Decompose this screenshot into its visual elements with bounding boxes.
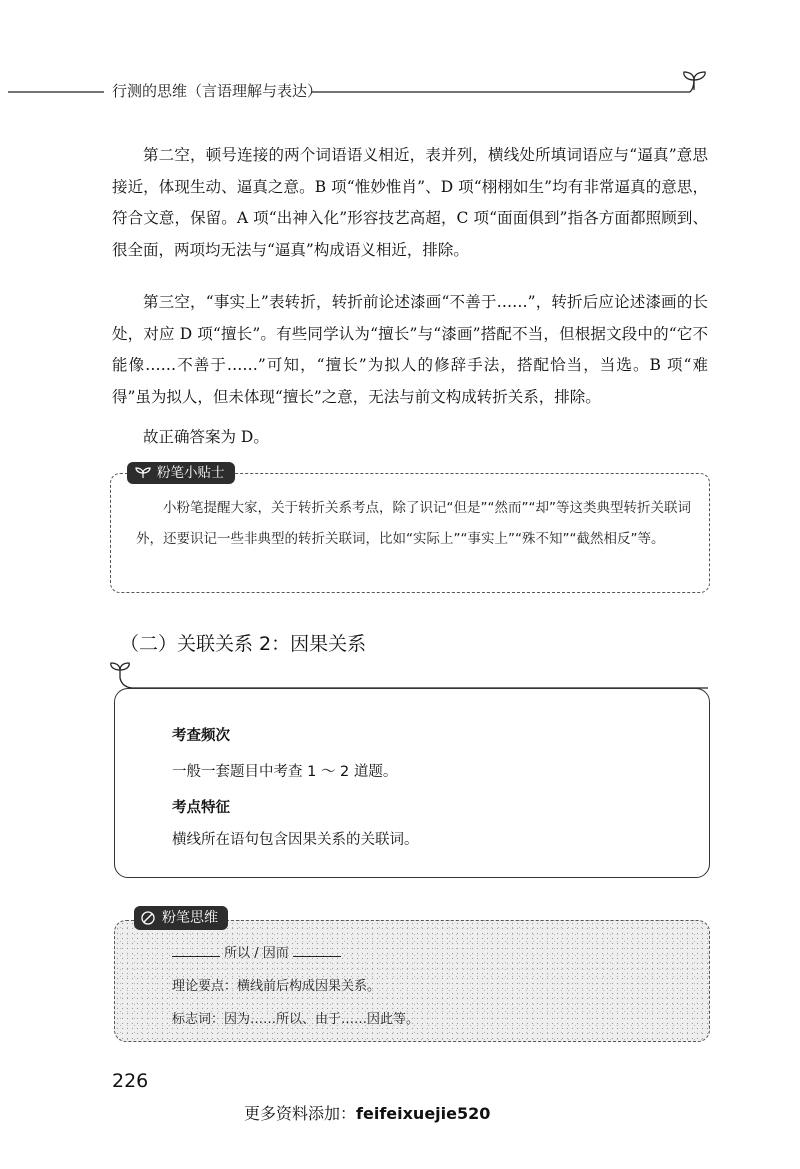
frequency-text: 一般一套题目中考查 1 ～ 2 道题。 [172, 764, 398, 780]
thinking-icon [140, 910, 156, 926]
sprout-icon [680, 70, 712, 92]
tip-text: 小粉笔提醒大家，关于转折关系考点，除了识记“但是”“然而”“却”等这类典型转折关联词外，还要识记一些非典型的转折关联词，比如“实际上”“事实上”“殊不知”“截然相反”等。 [136, 500, 691, 547]
paragraph-third-blank: 第三空，“事实上”表转折，转折前论述漆画“不善于……”，转折后应论述漆画的长处，对应 D 项“擅长”。有些同学认为“擅长”与“漆画”搭配不当，但根据文段中的“它不能像……不善于……”可知，“擅长”为拟人的修辞手法，搭配恰当，当选。B 项“难得”虽为拟人，但未体现“擅长”之意，无法与前文构成转折关系，排除。 [112, 293, 708, 406]
sprout-icon [135, 467, 151, 479]
cause-effect-formula [172, 942, 341, 961]
page-number: 226 [112, 1070, 149, 1092]
tip-badge [127, 462, 235, 484]
header-title: 行测的思维（言语理解与表达） [112, 82, 323, 100]
marker-words: 标志词：因为……所以、由于……因此等。 [172, 1012, 420, 1027]
blank-line [293, 944, 341, 957]
info-box [114, 688, 710, 878]
theory-point: 理论要点：横线前后构成因果关系。 [172, 979, 381, 994]
paragraph-second-blank: 第二空，顿号连接的两个词语语义相近，表并列，横线处所填词语应与“逼真”意思接近，体现生动、逼真之意。B 项“惟妙惟肖”、D 项“栩栩如生”均有非常逼真的意思，符合文意，保留。A 项“出神入化”形容技艺高超，C 项“面面俱到”指各方面都照顾到、很全面，两项均无法与“逼真”构成语义相近，排除。 [112, 146, 708, 259]
feature-text: 横线所在语句包含因果关系的关联词。 [172, 832, 419, 848]
thinking-badge-label: 粉笔思维 [162, 910, 218, 926]
thinking-badge [134, 906, 228, 930]
running-header [0, 70, 800, 110]
footer-note-prefix: 更多资料添加： [244, 1104, 357, 1123]
footer-note [244, 1101, 490, 1124]
feature-label: 考点特征 [172, 800, 230, 816]
blank-line [172, 944, 220, 957]
tip-badge-label: 粉笔小贴士 [157, 465, 225, 481]
formula-connector: 所以 / 因而 [224, 946, 289, 961]
paragraph-answer: 故正确答案为 D。 [143, 428, 269, 446]
frequency-label: 考查频次 [172, 728, 230, 744]
section-title: （二）关联关系 2：因果关系 [120, 633, 367, 655]
footer-note-id: feifeixuejie520 [356, 1104, 491, 1123]
